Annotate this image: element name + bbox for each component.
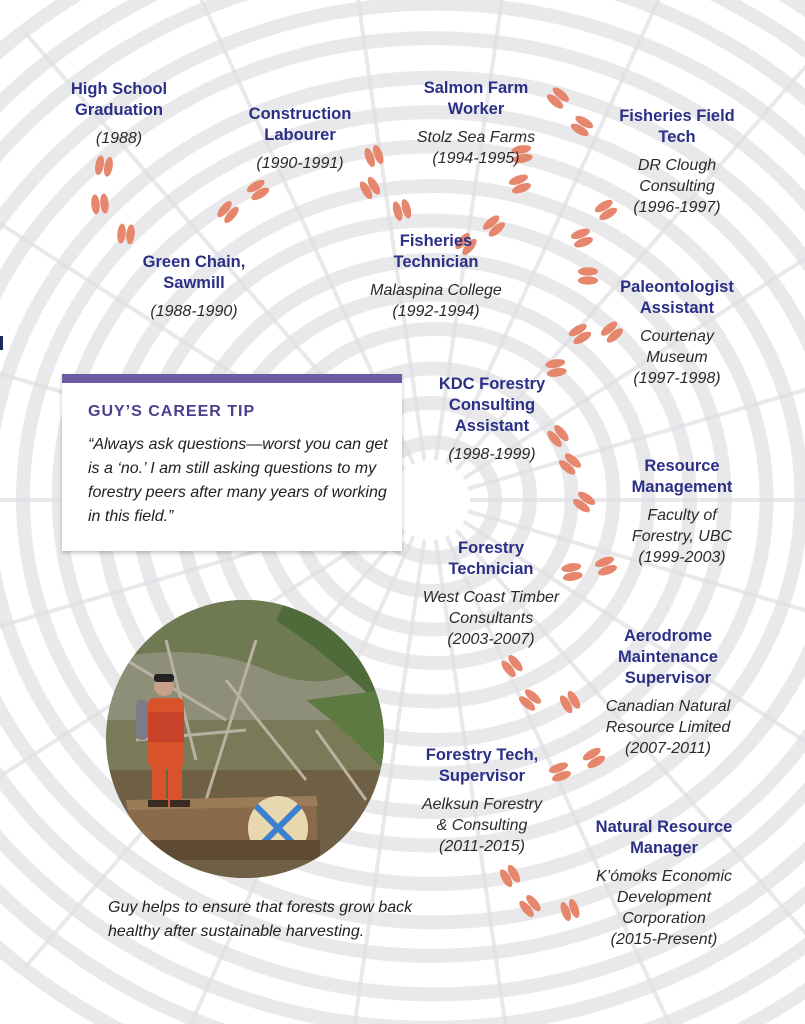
stop-title: Manager [630, 839, 698, 857]
photo-caption [108, 896, 418, 944]
stop-detail: West Coast Timber [422, 589, 560, 606]
stop-detail: Consultants [448, 610, 534, 627]
stop-title: Assistant [639, 299, 715, 317]
stop-title: Salmon Farm [423, 79, 529, 97]
stop-detail: Stolz Sea Farms [416, 129, 536, 146]
stop-title: Technician [393, 253, 479, 271]
stop-title: Construction [248, 105, 352, 123]
stop-detail: K’ómoks Economic [595, 868, 733, 885]
stop-title: Resource [644, 457, 720, 475]
stop-detail: Canadian Natural [605, 698, 731, 715]
career-tip-quote: “Always ask questions—worst you can get is a ‘no.’ I am still asking questions to my forestry peers after many years of working in this field.” [88, 436, 388, 525]
guy-photo [106, 600, 384, 878]
stop-title: Aerodrome [623, 627, 713, 645]
stop-detail: (1988) [95, 130, 143, 147]
stop-detail: (1992-1994) [392, 303, 480, 320]
hoofprint-icon [578, 267, 598, 284]
caption-line: Guy helps to ensure that forests grow back [108, 899, 413, 916]
stop-detail: Corporation [622, 910, 706, 927]
stop-detail: Museum [646, 349, 708, 366]
stop-detail: Resource Limited [605, 719, 731, 736]
stop-detail: Aelksun Forestry [421, 796, 543, 813]
stop-title: Tech [658, 128, 696, 146]
career-stop-salmon-farm [396, 78, 556, 169]
stop-title: Green Chain, [142, 253, 246, 271]
stop-title: Natural Resource [595, 818, 733, 836]
stop-title: Fisheries Field [619, 107, 735, 125]
career-stop-natural-resource-manager [574, 817, 754, 950]
stop-detail: (1998-1999) [448, 446, 536, 463]
stop-title: KDC Forestry [438, 375, 546, 393]
stop-title: Supervisor [438, 767, 526, 785]
stop-detail: (1990-1991) [256, 155, 344, 172]
stop-title: Forestry Tech, [425, 746, 539, 764]
stop-title: Sawmill [163, 274, 225, 292]
stop-detail: Faculty of [647, 507, 717, 524]
career-stop-forestry-technician [408, 538, 574, 650]
stop-detail: (1996-1997) [633, 199, 721, 216]
stop-title: Supervisor [624, 669, 712, 687]
stop-detail: (1994-1995) [432, 150, 520, 167]
stop-detail: Consulting [639, 178, 715, 195]
stop-detail: Forestry, UBC [631, 528, 733, 545]
stop-detail: Malaspina College [370, 282, 502, 299]
career-tip-box [62, 374, 402, 551]
career-stop-fisheries-field-tech [596, 106, 758, 218]
career-stop-forestry-tech-supervisor [400, 745, 564, 857]
stop-title: Graduation [74, 101, 163, 119]
stop-title: Paleontologist [620, 278, 734, 296]
career-stop-construction [222, 104, 378, 174]
stop-title: Forestry [457, 539, 525, 557]
career-stop-paleontologist [596, 277, 758, 389]
stop-title: Maintenance [618, 648, 718, 666]
career-stop-green-chain [118, 252, 270, 322]
career-stop-resource-management [602, 456, 762, 568]
career-tip-heading: GUY’S CAREER TIP [88, 403, 256, 420]
stop-detail: (2011-2015) [439, 838, 525, 855]
stop-detail: (1999-2003) [638, 549, 726, 566]
print-mark [0, 336, 3, 350]
stop-title: Fisheries [399, 232, 473, 250]
stop-title: Consulting [448, 396, 536, 414]
career-stop-kdc-forestry [411, 374, 573, 465]
stop-detail: Development [616, 889, 712, 906]
stop-title: Worker [447, 100, 505, 118]
stop-title: Labourer [264, 126, 336, 144]
stop-title: Management [631, 478, 733, 496]
person-on-log-photo-icon [106, 600, 384, 878]
career-stop-high-school [40, 79, 198, 149]
stop-title: High School [70, 80, 168, 98]
stop-detail: (1988-1990) [150, 303, 238, 320]
stop-detail: (2007-2011) [625, 740, 711, 757]
stop-detail: (1997-1998) [633, 370, 721, 387]
stop-detail: (2015-Present) [610, 931, 718, 948]
stop-detail: & Consulting [436, 817, 528, 834]
career-stop-aerodrome [586, 626, 750, 759]
stop-title: Technician [448, 560, 534, 578]
caption-line: healthy after sustainable harvesting. [108, 923, 365, 940]
stop-detail: (2003-2007) [447, 631, 535, 648]
stop-title: Assistant [454, 417, 530, 435]
stop-detail: DR Clough [637, 157, 717, 174]
stop-detail: Courtenay [640, 328, 714, 345]
career-stop-fisheries-technician [350, 231, 522, 322]
